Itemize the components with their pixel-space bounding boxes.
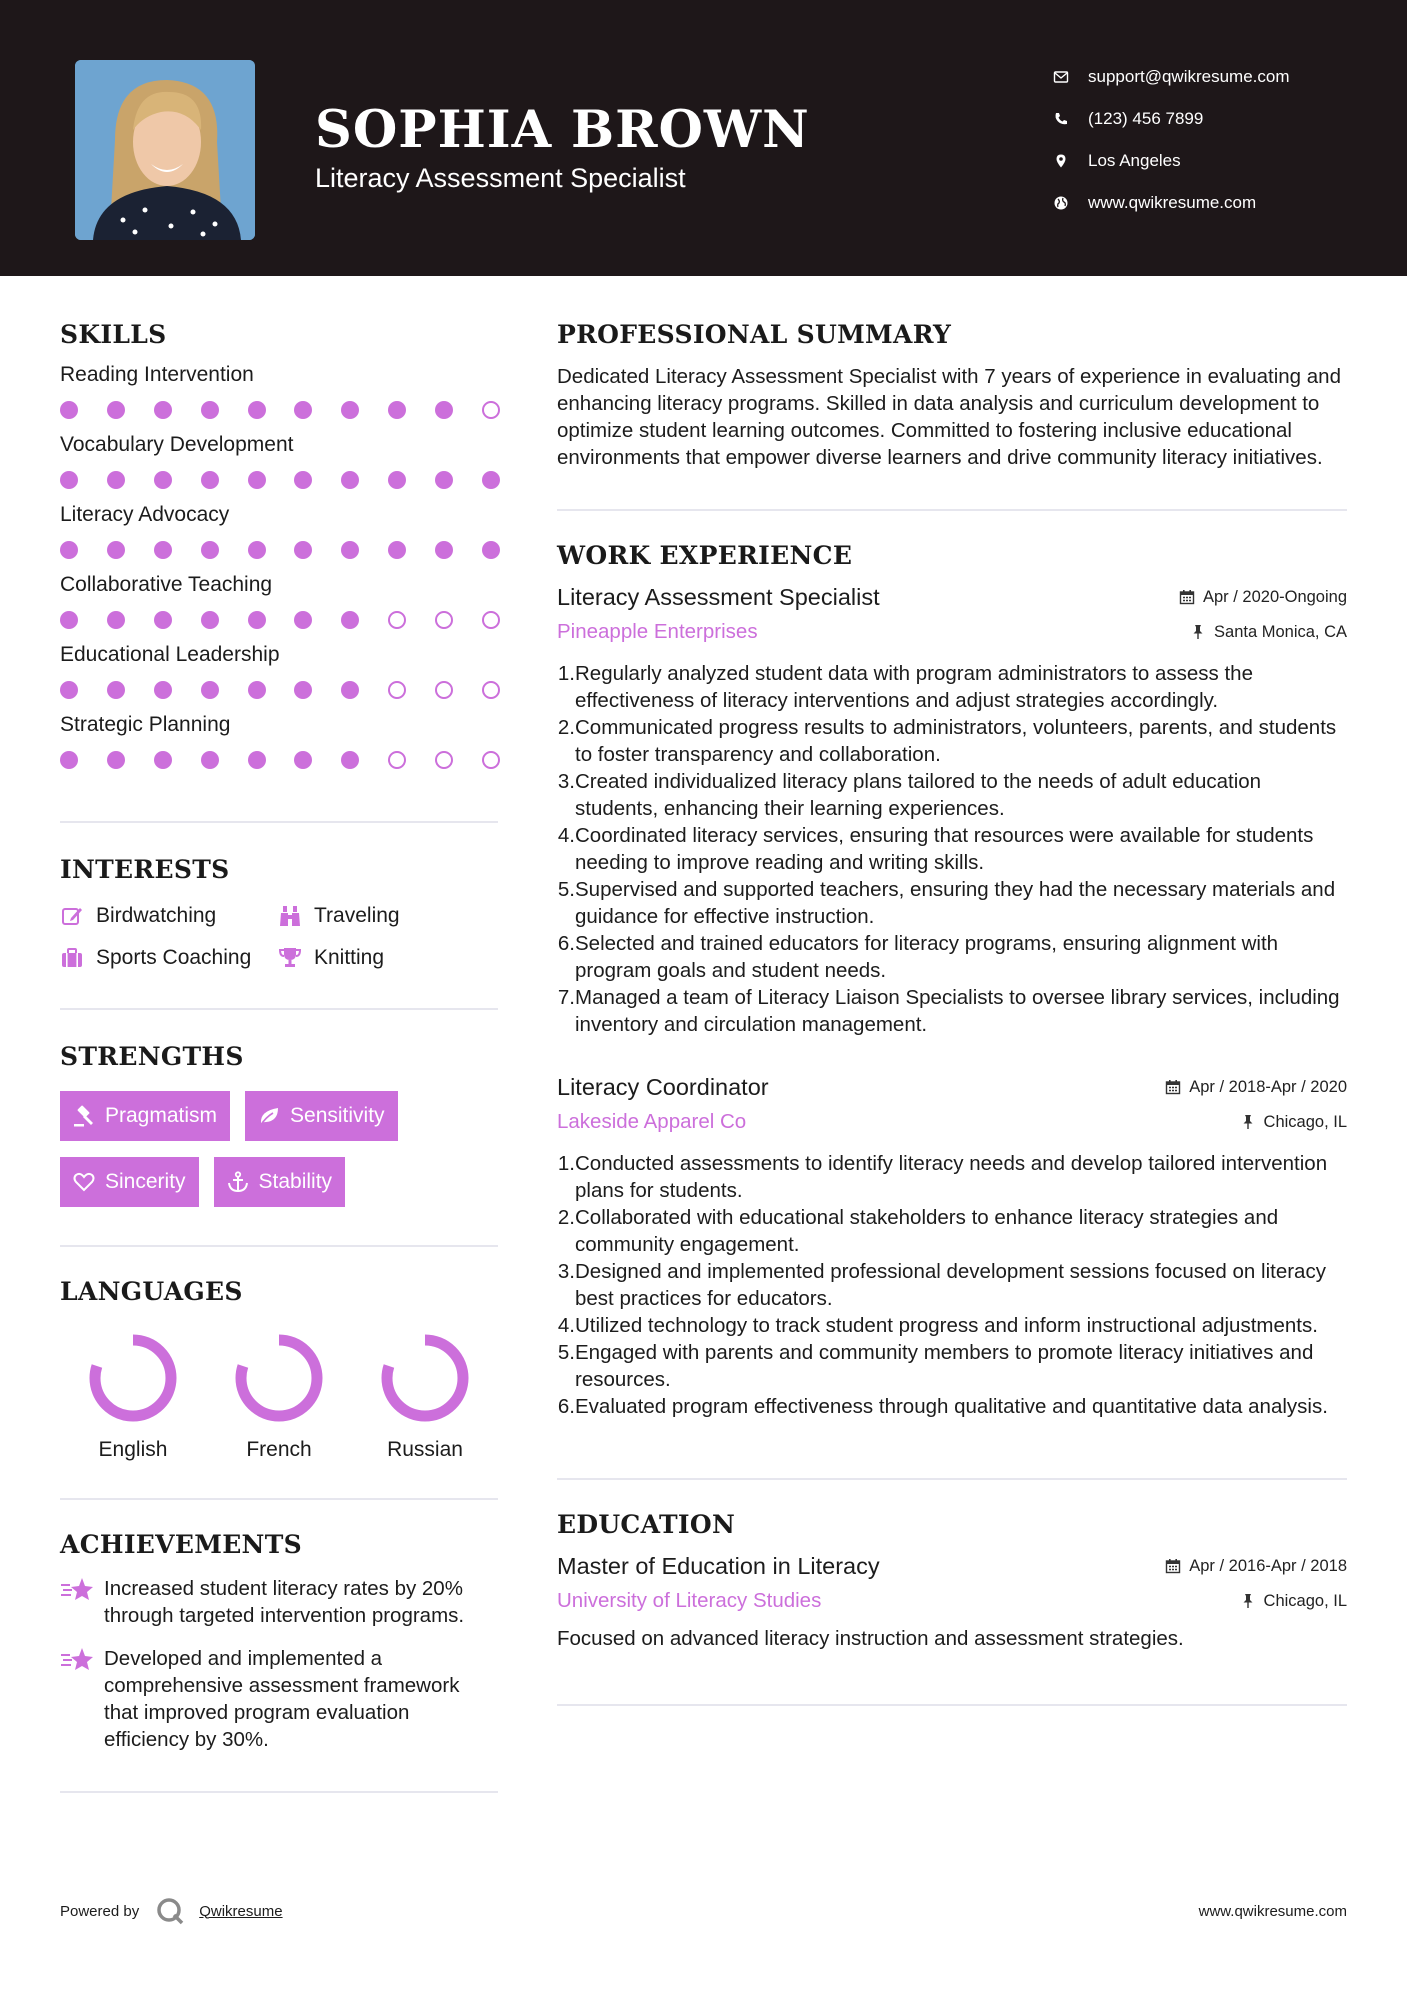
shooting-star-icon — [60, 1645, 94, 1675]
skill-rating — [60, 541, 500, 559]
rating-dot-filled — [341, 611, 359, 629]
rating-dot-filled — [294, 751, 312, 769]
strength-label: Stability — [258, 1170, 333, 1193]
job-location — [1240, 1113, 1347, 1132]
job-dates — [1165, 1078, 1347, 1097]
summary-title: PROFESSIONAL SUMMARY — [557, 320, 952, 349]
suitcase-icon — [60, 946, 84, 970]
degree-title: Master of Education in Literacy — [557, 1553, 880, 1579]
rating-dot-filled — [294, 541, 312, 559]
language-proficiency-ring — [377, 1330, 473, 1426]
job-bullet — [557, 1312, 1347, 1339]
job-entry — [557, 1074, 1347, 1420]
rating-dot-filled — [201, 401, 219, 419]
interest-item — [60, 904, 278, 928]
rating-dot-filled — [341, 401, 359, 419]
language-proficiency-arc — [95, 1340, 171, 1416]
section-divider — [557, 509, 1347, 511]
strengths-title: STRENGTHS — [60, 1042, 244, 1071]
contact-location-text: Los Angeles — [1088, 151, 1181, 170]
rating-dot-filled — [294, 471, 312, 489]
language-item — [352, 1330, 498, 1462]
interests-title: INTERESTS — [60, 855, 230, 884]
powered-by-text: Powered by — [60, 1902, 140, 1920]
language-label: French — [246, 1438, 312, 1461]
experience-section — [557, 541, 1347, 1420]
rating-dot-filled — [294, 681, 312, 699]
rating-dot-filled — [341, 751, 359, 769]
section-divider — [60, 1245, 498, 1247]
rating-dot-filled — [154, 681, 172, 699]
education-description: Focused on advanced literacy instruction and assessment strategies. — [557, 1627, 1184, 1650]
section-divider — [557, 1704, 1347, 1706]
rating-dot-filled — [341, 681, 359, 699]
language-proficiency-arc — [387, 1340, 463, 1416]
section-divider — [60, 1791, 498, 1793]
jobs-list — [557, 584, 1347, 1420]
contact-email-text: support@qwikresume.com — [1088, 67, 1290, 86]
rating-dot-filled — [154, 401, 172, 419]
rating-dot-filled — [60, 401, 78, 419]
education-section — [557, 1510, 1347, 1652]
bullet-number: 6. — [557, 1395, 575, 1418]
rating-dot-empty — [482, 681, 500, 699]
bullet-text: Collaborated with educational stakeholders to enhance literacy strategies and community engagement. — [575, 1206, 1279, 1256]
language-label: Russian — [387, 1438, 463, 1461]
skill-name: Reading Intervention — [60, 363, 254, 386]
rating-dot-filled — [435, 541, 453, 559]
skills-section — [60, 320, 498, 769]
summary-text: Dedicated Literacy Assessment Specialist with 7 years of experience in evaluating and enhancing literacy programs. Skilled in data analysis and curriculum development to optimize student learning outcomes. Committed to fostering inclusive educational environments that empower diverse learners and drive community literacy initiatives. — [557, 365, 1341, 469]
achievement-item — [60, 1645, 498, 1753]
rating-dot-filled — [341, 541, 359, 559]
skill-rating — [60, 751, 500, 769]
rating-dot-empty — [482, 751, 500, 769]
job-bullet — [557, 660, 1347, 714]
calendar-icon — [1165, 1079, 1181, 1095]
education-head — [557, 1553, 1347, 1580]
job-bullet — [557, 714, 1347, 768]
resume-header — [0, 0, 1407, 276]
job-bullet — [557, 1393, 1347, 1420]
achievement-text: Increased student literacy rates by 20% through targeted intervention programs. — [104, 1577, 465, 1627]
rating-dot-filled — [294, 401, 312, 419]
achievement-item — [60, 1575, 498, 1629]
heart-icon — [73, 1171, 95, 1193]
binoculars-icon — [278, 904, 302, 928]
job-bullets — [557, 1150, 1347, 1420]
interest-item — [278, 904, 478, 928]
contact-phone[interactable] — [1050, 98, 1370, 140]
rating-dot-empty — [388, 751, 406, 769]
job-title: Literacy Assessment Specialist — [557, 584, 880, 610]
rating-dot-filled — [388, 541, 406, 559]
job-bullet — [557, 822, 1347, 876]
rating-dot-filled — [107, 541, 125, 559]
skill-name: Educational Leadership — [60, 643, 280, 666]
job-bullet — [557, 1150, 1347, 1204]
rating-dot-filled — [154, 611, 172, 629]
education-sub — [557, 1589, 1347, 1613]
rating-dot-filled — [154, 541, 172, 559]
pushpin-icon — [1190, 624, 1206, 640]
languages-section — [60, 1277, 498, 1462]
left-column — [60, 320, 498, 1793]
bullet-number: 6. — [557, 932, 575, 955]
strength-label: Sensitivity — [290, 1104, 385, 1127]
section-divider — [60, 1498, 498, 1500]
skill-name: Literacy Advocacy — [60, 503, 230, 526]
bullet-text: Regularly analyzed student data with program administrators to assess the effectiveness of literacy interventions and adjust strategies accordingly. — [575, 662, 1253, 712]
shooting-star-icon — [60, 1575, 94, 1605]
bullet-number: 2. — [557, 1206, 575, 1229]
rating-dot-empty — [388, 681, 406, 699]
rating-dot-filled — [482, 471, 500, 489]
strengths-section — [60, 1042, 498, 1207]
rating-dot-filled — [248, 471, 266, 489]
phone-icon — [1050, 108, 1072, 130]
section-divider — [557, 1478, 1347, 1480]
job-head — [557, 1074, 1347, 1101]
profile-photo-image — [75, 60, 255, 240]
job-sub — [557, 620, 1347, 644]
education-dates — [1165, 1557, 1347, 1576]
rating-dot-filled — [107, 471, 125, 489]
rating-dot-filled — [60, 751, 78, 769]
rating-dot-filled — [248, 751, 266, 769]
job-location-text: Chicago, IL — [1263, 1112, 1347, 1131]
rating-dot-filled — [107, 611, 125, 629]
powered-by — [60, 1896, 283, 1926]
contact-location — [1050, 140, 1370, 182]
strength-badge — [60, 1091, 230, 1141]
school-name: University of Literacy Studies — [557, 1589, 822, 1612]
language-proficiency-arc — [241, 1340, 317, 1416]
globe-icon — [1050, 192, 1072, 214]
company-name: Lakeside Apparel Co — [557, 1110, 747, 1133]
bullet-number: 1. — [557, 662, 575, 685]
contact-list — [1050, 56, 1370, 224]
job-bullet — [557, 1204, 1347, 1258]
rating-dot-empty — [482, 401, 500, 419]
pushpin-icon — [1240, 1114, 1256, 1130]
bullet-text: Engaged with parents and community members to promote literacy initiatives and resources. — [575, 1341, 1314, 1391]
rating-dot-filled — [388, 471, 406, 489]
bullet-number: 7. — [557, 986, 575, 1009]
trophy-icon — [278, 946, 302, 970]
rating-dot-filled — [154, 751, 172, 769]
bullet-text: Conducted assessments to identify literacy needs and develop tailored intervention plans for students. — [575, 1152, 1328, 1202]
job-bullets — [557, 660, 1347, 1038]
job-sub — [557, 1110, 1347, 1134]
job-bullet — [557, 1258, 1347, 1312]
job-bullet — [557, 1339, 1347, 1393]
rating-dot-filled — [154, 471, 172, 489]
bullet-number: 5. — [557, 878, 575, 901]
bullet-text: Managed a team of Literacy Liaison Specialists to oversee library services, including inventory and circulation management. — [575, 986, 1340, 1036]
languages-list — [60, 1330, 498, 1462]
rating-dot-filled — [294, 611, 312, 629]
skill-name: Vocabulary Development — [60, 433, 294, 456]
language-item — [206, 1330, 352, 1462]
interest-item — [278, 946, 478, 970]
experience-title: WORK EXPERIENCE — [557, 541, 853, 570]
languages-title: LANGUAGES — [60, 1277, 243, 1306]
rating-dot-empty — [482, 611, 500, 629]
envelope-icon — [1050, 66, 1072, 88]
skills-list — [60, 363, 498, 769]
language-proficiency-ring — [85, 1330, 181, 1426]
bullet-number: 1. — [557, 1152, 575, 1175]
education-dates-text: Apr / 2016-Apr / 2018 — [1189, 1556, 1347, 1575]
location-pin-icon — [1050, 150, 1072, 172]
contact-website-text: www.qwikresume.com — [1088, 193, 1257, 212]
rating-dot-filled — [60, 471, 78, 489]
interests-list — [60, 904, 498, 970]
achievement-text: Developed and implemented a comprehensive assessment framework that improved program evaluation efficiency by 30%. — [104, 1647, 460, 1751]
job-dates-text: Apr / 2018-Apr / 2020 — [1189, 1077, 1347, 1096]
skill-rating — [60, 471, 500, 489]
education-location-text: Chicago, IL — [1263, 1591, 1347, 1610]
rating-dot-filled — [248, 401, 266, 419]
pencil-square-icon — [60, 904, 84, 928]
job-dates-text: Apr / 2020-Ongoing — [1202, 587, 1347, 606]
skill-rating — [60, 681, 500, 699]
rating-dot-filled — [388, 401, 406, 419]
calendar-icon — [1179, 589, 1195, 605]
candidate-name: SOPHIA BROWN — [315, 100, 810, 160]
bullet-text: Supervised and supported teachers, ensuring they had the necessary materials and guidance for effective instruction. — [575, 878, 1336, 928]
language-item — [60, 1330, 206, 1462]
strength-label: Sincerity — [105, 1170, 186, 1193]
interest-label: Knitting — [314, 946, 385, 969]
job-bullet — [557, 984, 1347, 1038]
section-divider — [60, 1008, 498, 1010]
bullet-text: Utilized technology to track student progress and inform instructional adjustments. — [575, 1314, 1318, 1337]
skill-name: Collaborative Teaching — [60, 573, 273, 596]
education-title: EDUCATION — [557, 1510, 736, 1539]
bullet-text: Created individualized literacy plans tailored to the needs of adult education students, enhancing their learning experiences. — [575, 770, 1262, 820]
company-name: Pineapple Enterprises — [557, 620, 758, 643]
pushpin-icon — [1240, 1593, 1256, 1609]
job-location-text: Santa Monica, CA — [1214, 622, 1347, 641]
achievements-section — [60, 1530, 498, 1753]
strength-badge — [245, 1091, 398, 1141]
interest-label: Birdwatching — [96, 904, 217, 927]
rating-dot-filled — [248, 611, 266, 629]
rating-dot-filled — [341, 471, 359, 489]
bullet-number: 4. — [557, 1314, 575, 1337]
rating-dot-filled — [248, 541, 266, 559]
rating-dot-filled — [435, 471, 453, 489]
interest-label: Sports Coaching — [96, 946, 252, 969]
job-location — [1190, 623, 1347, 642]
contact-website[interactable] — [1050, 182, 1370, 224]
rating-dot-filled — [60, 541, 78, 559]
qwikresume-logo-icon — [155, 1896, 185, 1926]
right-column — [557, 320, 1347, 1706]
rating-dot-filled — [201, 751, 219, 769]
page-footer — [60, 1896, 1347, 1926]
job-head — [557, 584, 1347, 611]
job-bullet — [557, 876, 1347, 930]
bullet-number: 5. — [557, 1341, 575, 1364]
language-proficiency-ring — [231, 1330, 327, 1426]
interest-label: Traveling — [314, 904, 400, 927]
skill-name: Strategic Planning — [60, 713, 231, 736]
skill-rating — [60, 611, 500, 629]
gavel-icon — [73, 1105, 95, 1127]
rating-dot-filled — [201, 471, 219, 489]
rating-dot-filled — [201, 681, 219, 699]
leaf-icon — [258, 1105, 280, 1127]
profile-photo — [75, 60, 255, 240]
strength-badge — [60, 1157, 199, 1207]
rating-dot-empty — [435, 611, 453, 629]
rating-dot-filled — [201, 541, 219, 559]
rating-dot-empty — [435, 751, 453, 769]
interest-item — [60, 946, 278, 970]
rating-dot-empty — [435, 681, 453, 699]
rating-dot-filled — [482, 541, 500, 559]
skills-title: SKILLS — [60, 320, 167, 349]
bullet-text: Communicated progress results to administrators, volunteers, parents, and students to foster transparency and collaboration. — [575, 716, 1337, 766]
job-dates — [1179, 588, 1347, 607]
interests-section — [60, 855, 498, 970]
contact-phone-text: (123) 456 7899 — [1088, 109, 1204, 128]
job-bullet — [557, 930, 1347, 984]
rating-dot-filled — [60, 681, 78, 699]
achievements-title: ACHIEVEMENTS — [60, 1530, 302, 1559]
bullet-text: Selected and trained educators for literacy programs, ensuring alignment with program goals and student needs. — [575, 932, 1279, 982]
strength-label: Pragmatism — [105, 1104, 218, 1127]
bullet-text: Coordinated literacy services, ensuring that resources were available for students needing to improve reading and writing skills. — [575, 824, 1314, 874]
rating-dot-filled — [107, 751, 125, 769]
job-title: Literacy Coordinator — [557, 1074, 769, 1100]
summary-section — [557, 320, 1347, 471]
education-location — [1240, 1592, 1347, 1611]
bullet-number: 4. — [557, 824, 575, 847]
skill-rating — [60, 401, 500, 419]
bullet-text: Evaluated program effectiveness through qualitative and quantitative data analysis. — [575, 1395, 1328, 1418]
rating-dot-filled — [248, 681, 266, 699]
rating-dot-filled — [107, 401, 125, 419]
contact-email[interactable] — [1050, 56, 1370, 98]
job-entry — [557, 584, 1347, 1038]
language-label: English — [98, 1438, 168, 1461]
job-bullet — [557, 768, 1347, 822]
rating-dot-filled — [201, 611, 219, 629]
strengths-list — [60, 1091, 498, 1207]
rating-dot-filled — [435, 401, 453, 419]
bullet-number: 2. — [557, 716, 575, 739]
bullet-number: 3. — [557, 1260, 575, 1283]
bullet-number: 3. — [557, 770, 575, 793]
rating-dot-filled — [60, 611, 78, 629]
brand-link[interactable]: Qwikresume — [199, 1902, 283, 1920]
calendar-icon — [1165, 1558, 1181, 1574]
anchor-icon — [227, 1171, 249, 1193]
strength-badge — [214, 1157, 346, 1207]
bullet-text: Designed and implemented professional development sessions focused on literacy best practices for educators. — [575, 1260, 1326, 1310]
candidate-role: Literacy Assessment Specialist — [315, 163, 686, 193]
section-divider — [60, 821, 498, 823]
rating-dot-empty — [388, 611, 406, 629]
rating-dot-filled — [107, 681, 125, 699]
footer-website[interactable]: www.qwikresume.com — [1198, 1902, 1347, 1920]
